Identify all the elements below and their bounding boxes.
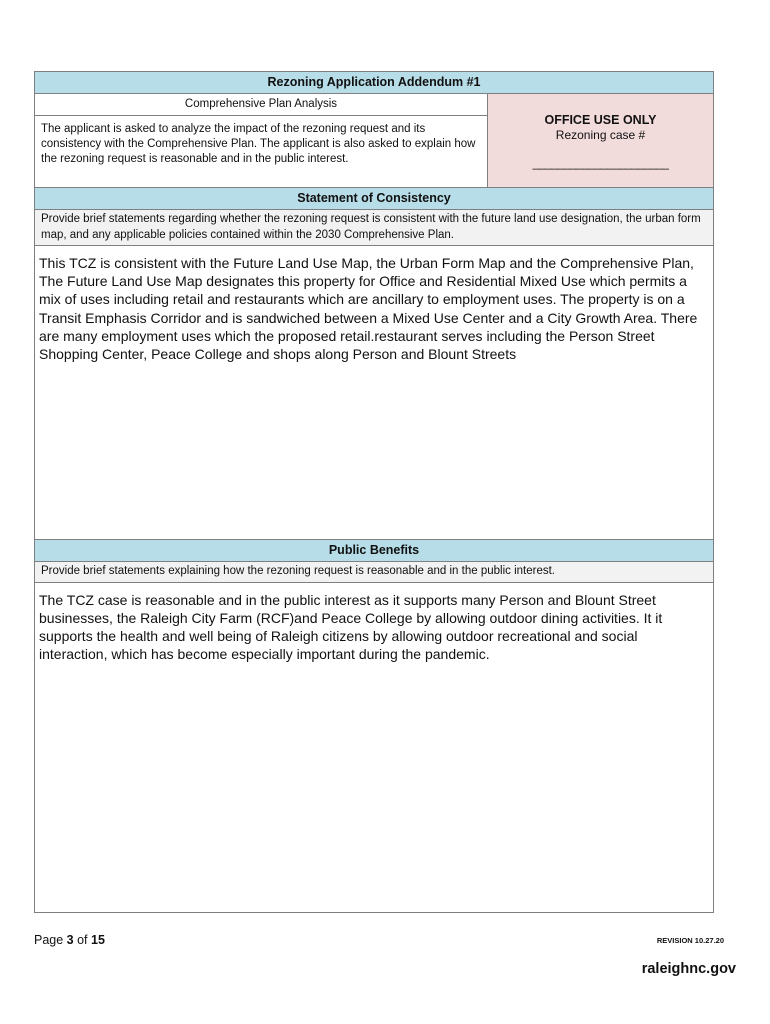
plan-analysis-heading: Comprehensive Plan Analysis bbox=[35, 94, 487, 116]
consistency-answer-field[interactable]: This TCZ is consistent with the Future Land Use Map, the Urban Form Map and the Comprehensive Plan, The Future Land Use Map designates this property for Office and Residential Mixed Use which permits a mix of uses including retail and restaurants which are ancillary to employment uses. The property is on a Transit Emphasis Corridor and is sandwiched between a Mixed Use Center and a City Growth Area. There are many employment uses which the proposed retail.restaurant serves including the Person Street Shopping Center, Peace College and shops along Person and Blount Streets bbox=[35, 246, 713, 540]
page-total: 15 bbox=[91, 933, 105, 947]
benefits-instructions: Provide brief statements explaining how the rezoning request is reasonable and in the public interest. bbox=[35, 562, 713, 583]
consistency-instructions: Provide brief statements regarding whether the rezoning request is consistent with the future land use designation, the urban form map, and any applicable policies contained within the 2030 Comprehensive Plan. bbox=[35, 210, 713, 246]
revision-label: REVISION 10.27.20 bbox=[656, 936, 724, 945]
rezoning-case-label: Rezoning case # bbox=[555, 128, 646, 142]
page-prefix: Page bbox=[34, 933, 67, 947]
consistency-heading: Statement of Consistency bbox=[35, 188, 713, 210]
plan-analysis-description: The applicant is asked to analyze the impact of the rezoning request and its consistency with the Comprehensive Plan. The applicant is also asked to explain how the rezoning request is reasonable and in the public interest. bbox=[41, 123, 476, 165]
website-label: raleighnc.gov bbox=[641, 961, 736, 977]
benefits-heading: Public Benefits bbox=[35, 540, 713, 562]
plan-analysis-row bbox=[35, 94, 713, 188]
page-of: of bbox=[73, 933, 91, 947]
office-use-box bbox=[488, 94, 713, 187]
page-current: 3 bbox=[66, 933, 74, 947]
page-number bbox=[34, 933, 105, 947]
rezoning-case-field[interactable]: ______________________ bbox=[532, 156, 669, 170]
office-use-title: OFFICE USE ONLY bbox=[544, 113, 657, 127]
benefits-answer-field[interactable]: The TCZ case is reasonable and in the public interest as it supports many Person and Blount Street businesses, the Raleigh City Farm (RCF)and Peace College by allowing outdoor dining activities. It it supports the health and well being of Raleigh citizens by allowing outdoor recreational and social interaction, which has become especially important during the pandemic. bbox=[39, 591, 663, 663]
form-title: Rezoning Application Addendum #1 bbox=[35, 72, 713, 94]
rezoning-addendum-form bbox=[34, 71, 714, 913]
plan-analysis-cell bbox=[35, 94, 488, 187]
